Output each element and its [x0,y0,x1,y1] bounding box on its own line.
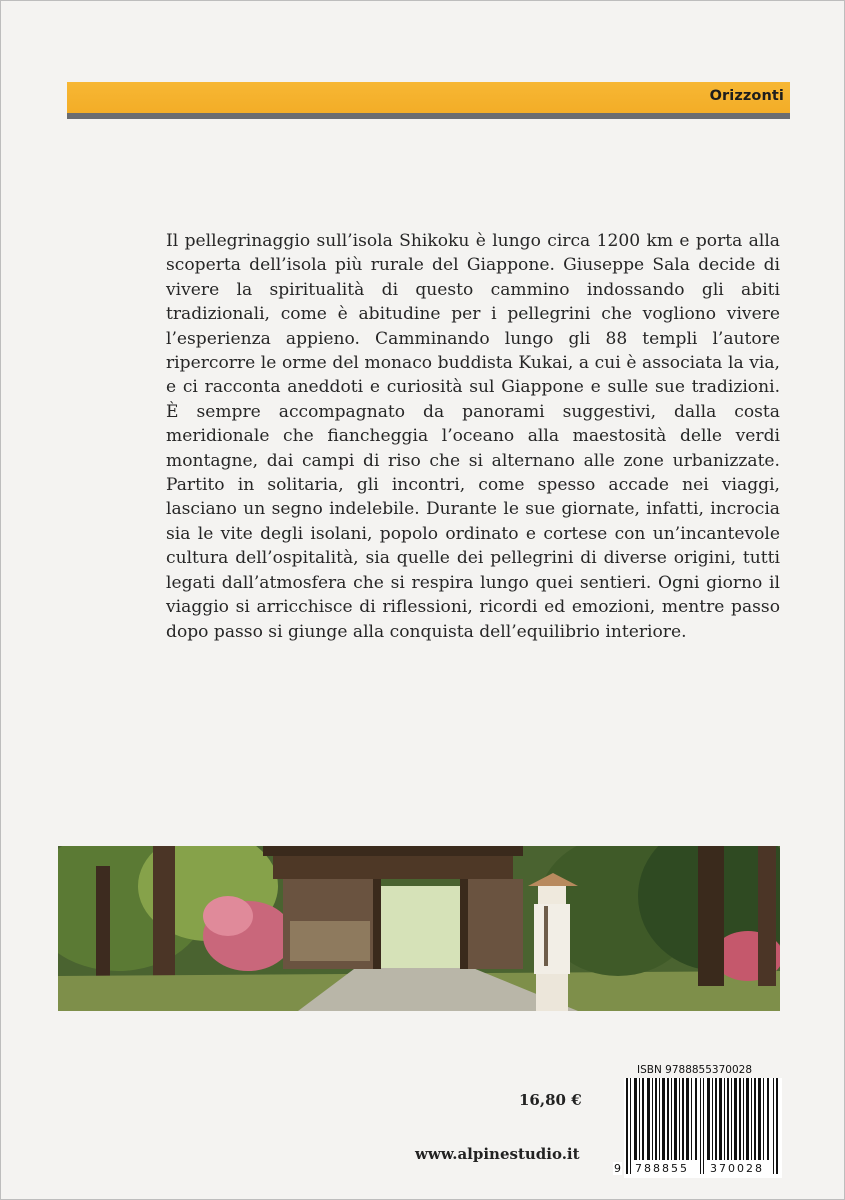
barcode-digits-left: 788855 [635,1162,689,1175]
barcode-digit-first: 9 [614,1162,621,1175]
series-band [67,82,790,113]
cover-photo [58,846,780,1011]
series-rule [67,113,790,119]
isbn-label: ISBN 9788855370028 [637,1064,753,1076]
temple-gate-pilgrim-photo [58,846,780,1011]
series-label: Orizzonti [709,88,784,104]
website-link[interactable]: www.alpinestudio.it [415,1145,580,1163]
price: 16,80 € [519,1091,582,1109]
barcode-digits-right: 370028 [710,1162,764,1175]
blurb-text: Il pellegrinaggio sull’isola Shikoku è lungo circa 1200 km e porta alla scoperta dell’isola più rurale del Giappone. Giuseppe Sala decide di vivere la spiritualità di questo cammino indossando gli abiti tradizionali, come è abitudine per i pellegrini che vogliono vivere l’esperienza appieno. Camminando lungo gli 88 templi l’autore ripercorre le orme del monaco buddista Kukai, a cui è associata la via, e ci racconta aneddoti e curiosità sul Giappone e sulle sue tradizioni. È sempre accompagnato da panorami suggestivi, dalla costa meridionale che fiancheggia l’oceano alla maestosità delle verdi montagne, dai campi di riso che si alternano alle zone urbanizzate. Partito in solitaria, gli incontri, come spesso accade nei viaggi, lasciano un segno indelebile. Durante le sue giornate, infatti, incrocia sia le vite degli isolani, popolo ordinato e cortese con un’incantevole cultura dell’ospitalità, sia quelle dei pellegrini di diverse origini, tutti legati dall’atmosfera che si respira lungo quei sentieri. Ogni giorno il viaggio si arricchisce di riflessioni, ricordi ed emozioni, mentre passo dopo passo si giunge alla conquista dell’equilibrio interiore. [166,231,780,642]
